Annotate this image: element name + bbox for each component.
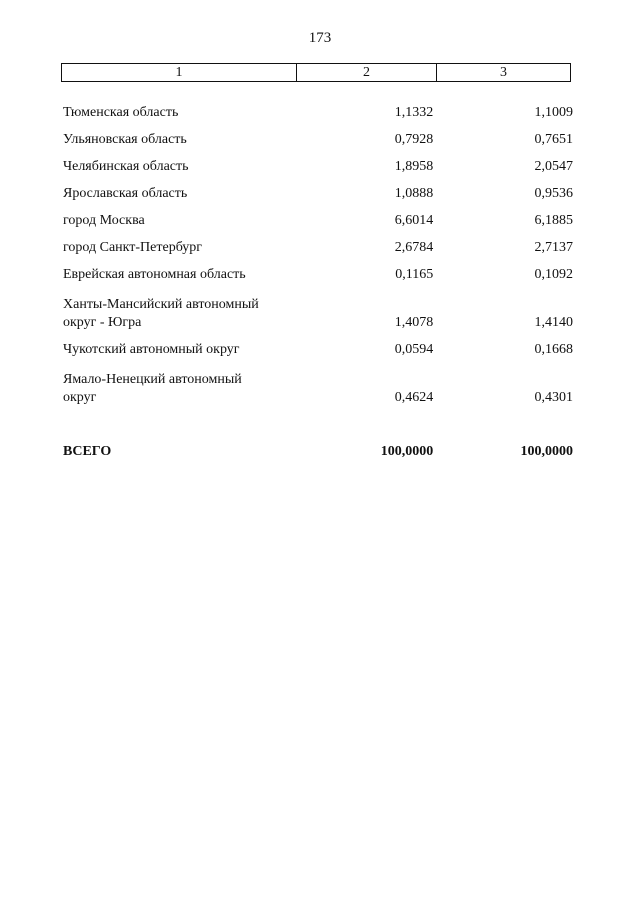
value-col-3: 2,0547 xyxy=(534,159,573,174)
table-row xyxy=(63,296,573,332)
value-col-2: 2,6784 xyxy=(394,240,434,255)
total-label: ВСЕГО xyxy=(63,444,112,459)
page-number: 173 xyxy=(308,30,332,46)
total-value-col-2: 100,0000 xyxy=(380,444,434,459)
value-col-3: 0,4301 xyxy=(534,390,573,405)
region-name-line-1: Ямало-Ненецкий автономный xyxy=(63,372,242,387)
total-value-col-3: 100,0000 xyxy=(520,444,573,459)
region-name-line-2: округ xyxy=(63,390,97,405)
region-name: Еврейская автономная область xyxy=(63,267,246,282)
region-name xyxy=(63,371,298,407)
value-col-3: 1,4140 xyxy=(534,315,573,330)
region-name: Ярославская область xyxy=(63,186,188,201)
table-row xyxy=(63,185,573,203)
table-header xyxy=(61,63,571,82)
value-col-3: 6,1885 xyxy=(534,213,573,228)
table-row xyxy=(63,131,573,149)
table-row xyxy=(63,371,573,407)
value-col-2: 1,4078 xyxy=(394,315,434,330)
value-col-2: 1,1332 xyxy=(394,105,434,120)
value-col-3: 0,7651 xyxy=(534,132,573,147)
table-row xyxy=(63,239,573,257)
header-col-2: 2 xyxy=(297,64,437,81)
region-name: Ульяновская область xyxy=(63,132,187,147)
region-name xyxy=(63,296,298,332)
header-col-1: 1 xyxy=(62,64,297,81)
value-col-2: 1,0888 xyxy=(394,186,434,201)
value-col-3: 0,1092 xyxy=(534,267,573,282)
value-col-2: 6,6014 xyxy=(394,213,434,228)
table-body xyxy=(63,104,573,407)
value-col-2: 0,7928 xyxy=(394,132,434,147)
value-col-2: 0,1165 xyxy=(395,267,434,282)
value-col-3: 2,7137 xyxy=(534,240,573,255)
table-row xyxy=(63,266,573,284)
table-row xyxy=(63,158,573,176)
region-name-line-2: округ - Югра xyxy=(63,315,142,330)
region-name: город Санкт-Петербург xyxy=(63,240,203,255)
table-row xyxy=(63,212,573,230)
value-col-3: 0,9536 xyxy=(534,186,573,201)
value-col-3: 1,1009 xyxy=(534,105,573,120)
table-row xyxy=(63,341,573,359)
region-name-line-1: Ханты-Мансийский автономный xyxy=(63,297,259,312)
value-col-2: 0,0594 xyxy=(394,342,434,357)
value-col-2: 0,4624 xyxy=(394,390,434,405)
region-name: город Москва xyxy=(63,213,145,228)
total-row xyxy=(63,444,573,460)
region-name: Челябинская область xyxy=(63,159,189,174)
table-row xyxy=(63,104,573,122)
region-name: Тюменская область xyxy=(63,105,179,120)
value-col-2: 1,8958 xyxy=(394,159,434,174)
header-col-3: 3 xyxy=(500,64,507,80)
region-name: Чукотский автономный округ xyxy=(63,342,240,357)
value-col-3: 0,1668 xyxy=(534,342,573,357)
